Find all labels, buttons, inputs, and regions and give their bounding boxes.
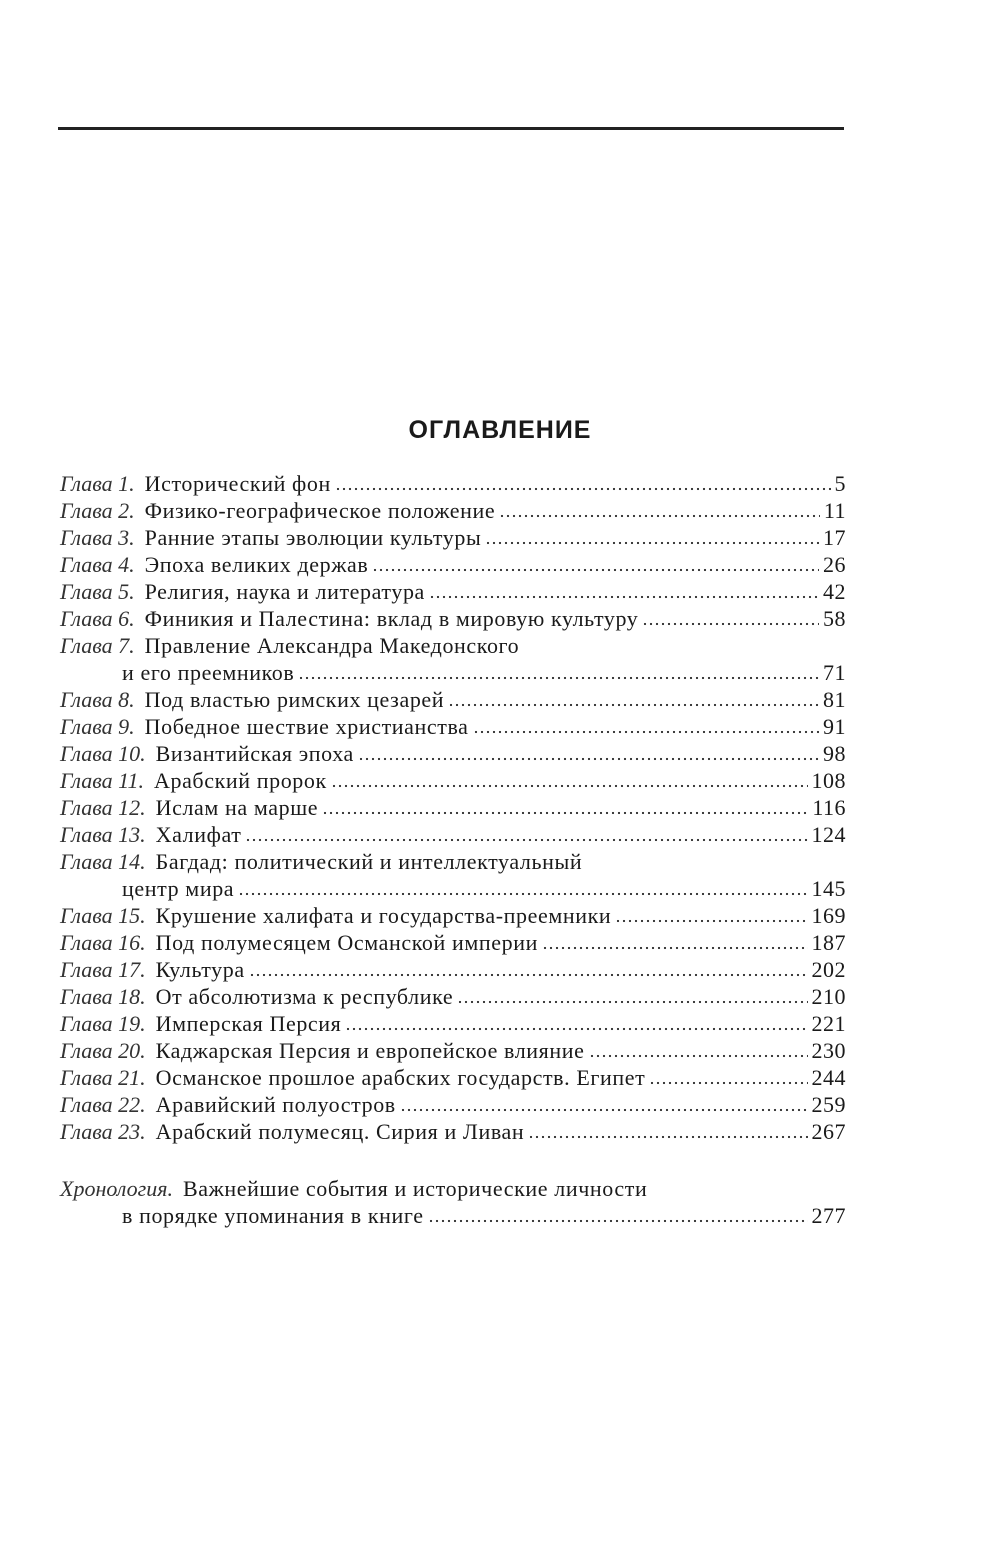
chapter-title: Османское прошлое арабских государств. Египет	[155, 1065, 646, 1090]
page-number: 26	[823, 552, 846, 577]
page-number: 259	[811, 1092, 846, 1117]
dot-leader	[245, 838, 807, 842]
page-number: 116	[812, 795, 846, 820]
page-number: 98	[823, 741, 846, 766]
toc-entry-8	[60, 686, 846, 713]
toc-entry-15	[60, 902, 846, 929]
chapter-title: Правление Александра Македонского	[144, 633, 520, 658]
chapter-label: Глава 2.	[60, 498, 135, 523]
page-number: 145	[811, 876, 846, 901]
chapter-title: Финикия и Палестина: вклад в мировую культуру	[144, 606, 639, 631]
toc-entry-20	[60, 1037, 846, 1064]
page-number: 210	[811, 984, 846, 1009]
toc-entry-21	[60, 1064, 846, 1091]
page-number: 42	[823, 579, 846, 604]
toc-entry-13	[60, 821, 846, 848]
chapter-label: Глава 9.	[60, 714, 135, 739]
chapter-title: Византийская эпоха	[155, 741, 354, 766]
page-number: 244	[811, 1065, 846, 1090]
chapter-label: Глава 16.	[60, 930, 146, 955]
page-number: 221	[811, 1011, 846, 1036]
chapter-label: Глава 14.	[60, 849, 146, 874]
chronology-label: Хронология.	[60, 1176, 173, 1201]
toc-entry-16	[60, 929, 846, 956]
chapter-label: Глава 13.	[60, 822, 146, 847]
chapter-title: Каджарская Персия и европейское влияние	[155, 1038, 585, 1063]
dot-leader	[499, 514, 820, 518]
page-number: 17	[823, 525, 846, 550]
chapter-label: Глава 10.	[60, 741, 146, 766]
toc-entry-5	[60, 578, 846, 605]
chapter-title: Арабский пророк	[153, 768, 327, 793]
page-number: 267	[811, 1119, 846, 1144]
dot-leader	[542, 946, 808, 950]
page-number: 91	[823, 714, 846, 739]
dot-leader	[642, 622, 819, 626]
toc-entry-2	[60, 497, 846, 524]
toc-entry-11	[60, 767, 846, 794]
page-number: 277	[811, 1203, 846, 1228]
page-number: 58	[823, 606, 846, 631]
toc-entry-12	[60, 794, 846, 821]
chapter-label: Глава 22.	[60, 1092, 146, 1117]
toc-entry-7-cont	[60, 659, 846, 686]
dot-leader	[528, 1135, 807, 1139]
dot-leader	[428, 1219, 808, 1223]
dot-leader	[322, 811, 808, 815]
chapter-label: Глава 17.	[60, 957, 146, 982]
dot-leader	[372, 568, 819, 572]
chapter-title: Арабский полумесяц. Сирия и Ливан	[155, 1119, 525, 1144]
dot-leader	[238, 892, 807, 896]
chapter-title: Халифат	[155, 822, 242, 847]
dot-leader	[615, 919, 807, 923]
chapter-title: Исторический фон	[144, 471, 331, 496]
toc-entry-3	[60, 524, 846, 551]
toc-entry-6	[60, 605, 846, 632]
table-of-contents	[60, 470, 846, 1229]
dot-leader	[473, 730, 819, 734]
dot-leader	[331, 784, 808, 788]
page-number: 230	[811, 1038, 846, 1063]
dot-leader	[298, 676, 819, 680]
chapter-label: Глава 19.	[60, 1011, 146, 1036]
chapter-title: Эпоха великих держав	[144, 552, 369, 577]
toc-entry-19	[60, 1010, 846, 1037]
chapter-label: Глава 23.	[60, 1119, 146, 1144]
chapter-title: Ранние этапы эволюции культуры	[144, 525, 482, 550]
page-number: 71	[823, 660, 846, 685]
toc-entry-chronology-cont	[60, 1202, 846, 1229]
toc-entry-7	[60, 632, 846, 659]
chapter-title: От абсолютизма к республике	[155, 984, 454, 1009]
chapter-label: Глава 11.	[60, 768, 144, 793]
toc-entry-17	[60, 956, 846, 983]
chapter-title: Культура	[155, 957, 245, 982]
toc-entry-22	[60, 1091, 846, 1118]
chapter-title: Победное шествие христианства	[144, 714, 469, 739]
chapter-title-continuation: центр мира	[122, 876, 235, 901]
toc-entry-14-cont	[60, 875, 846, 902]
chapter-label: Глава 1.	[60, 471, 135, 496]
dot-leader	[649, 1081, 807, 1085]
chapter-label: Глава 7.	[60, 633, 135, 658]
chapter-label: Глава 5.	[60, 579, 135, 604]
page-number: 169	[811, 903, 846, 928]
toc-entry-14	[60, 848, 846, 875]
top-rule	[58, 127, 844, 130]
chapter-label: Глава 20.	[60, 1038, 146, 1063]
dot-leader	[589, 1054, 808, 1058]
dot-leader	[429, 595, 819, 599]
page-number: 187	[811, 930, 846, 955]
dot-leader	[457, 1000, 807, 1004]
dot-leader	[358, 757, 819, 761]
chapter-label: Глава 21.	[60, 1065, 146, 1090]
chapter-title: Багдад: политический и интеллектуальный	[155, 849, 583, 874]
toc-entry-10	[60, 740, 846, 767]
chapter-label: Глава 4.	[60, 552, 135, 577]
dot-leader	[249, 973, 808, 977]
chapter-title: Имперская Персия	[155, 1011, 342, 1036]
page-number: 5	[834, 471, 846, 496]
chapter-title: Под полумесяцем Османской империи	[155, 930, 538, 955]
chapter-title: Ислам на марше	[155, 795, 319, 820]
chronology-title-continuation: в порядке упоминания в книге	[122, 1203, 424, 1228]
dot-leader	[448, 703, 819, 707]
chapter-title-continuation: и его преемников	[122, 660, 295, 685]
toc-entry-23	[60, 1118, 846, 1145]
page-title: ОГЛАВЛЕНИЕ	[408, 416, 592, 444]
chapter-title: Религия, наука и литература	[144, 579, 425, 604]
toc-entry-9	[60, 713, 846, 740]
chapter-label: Глава 6.	[60, 606, 135, 631]
toc-entry-4	[60, 551, 846, 578]
page-number: 202	[811, 957, 846, 982]
chapter-title: Крушение халифата и государства-преемники	[155, 903, 612, 928]
section-gap	[60, 1145, 846, 1175]
dot-leader	[485, 541, 819, 545]
chapter-label: Глава 8.	[60, 687, 135, 712]
dot-leader	[400, 1108, 808, 1112]
chapter-label: Глава 12.	[60, 795, 146, 820]
dot-leader	[345, 1027, 807, 1031]
page-number: 11	[823, 498, 846, 523]
chapter-label: Глава 3.	[60, 525, 135, 550]
chapter-title: Аравийский полуостров	[155, 1092, 396, 1117]
chapter-title: Под властью римских цезарей	[144, 687, 445, 712]
toc-entry-1	[60, 470, 846, 497]
dot-leader	[335, 487, 831, 491]
page-number: 81	[823, 687, 846, 712]
page-number: 124	[811, 822, 846, 847]
page-number: 108	[811, 768, 846, 793]
toc-entry-chronology	[60, 1175, 846, 1202]
chapter-title: Физико-географическое положение	[144, 498, 496, 523]
toc-entry-18	[60, 983, 846, 1010]
chapter-label: Глава 15.	[60, 903, 146, 928]
chapter-label: Глава 18.	[60, 984, 146, 1009]
chronology-title: Важнейшие события и исторические личности	[182, 1176, 648, 1201]
